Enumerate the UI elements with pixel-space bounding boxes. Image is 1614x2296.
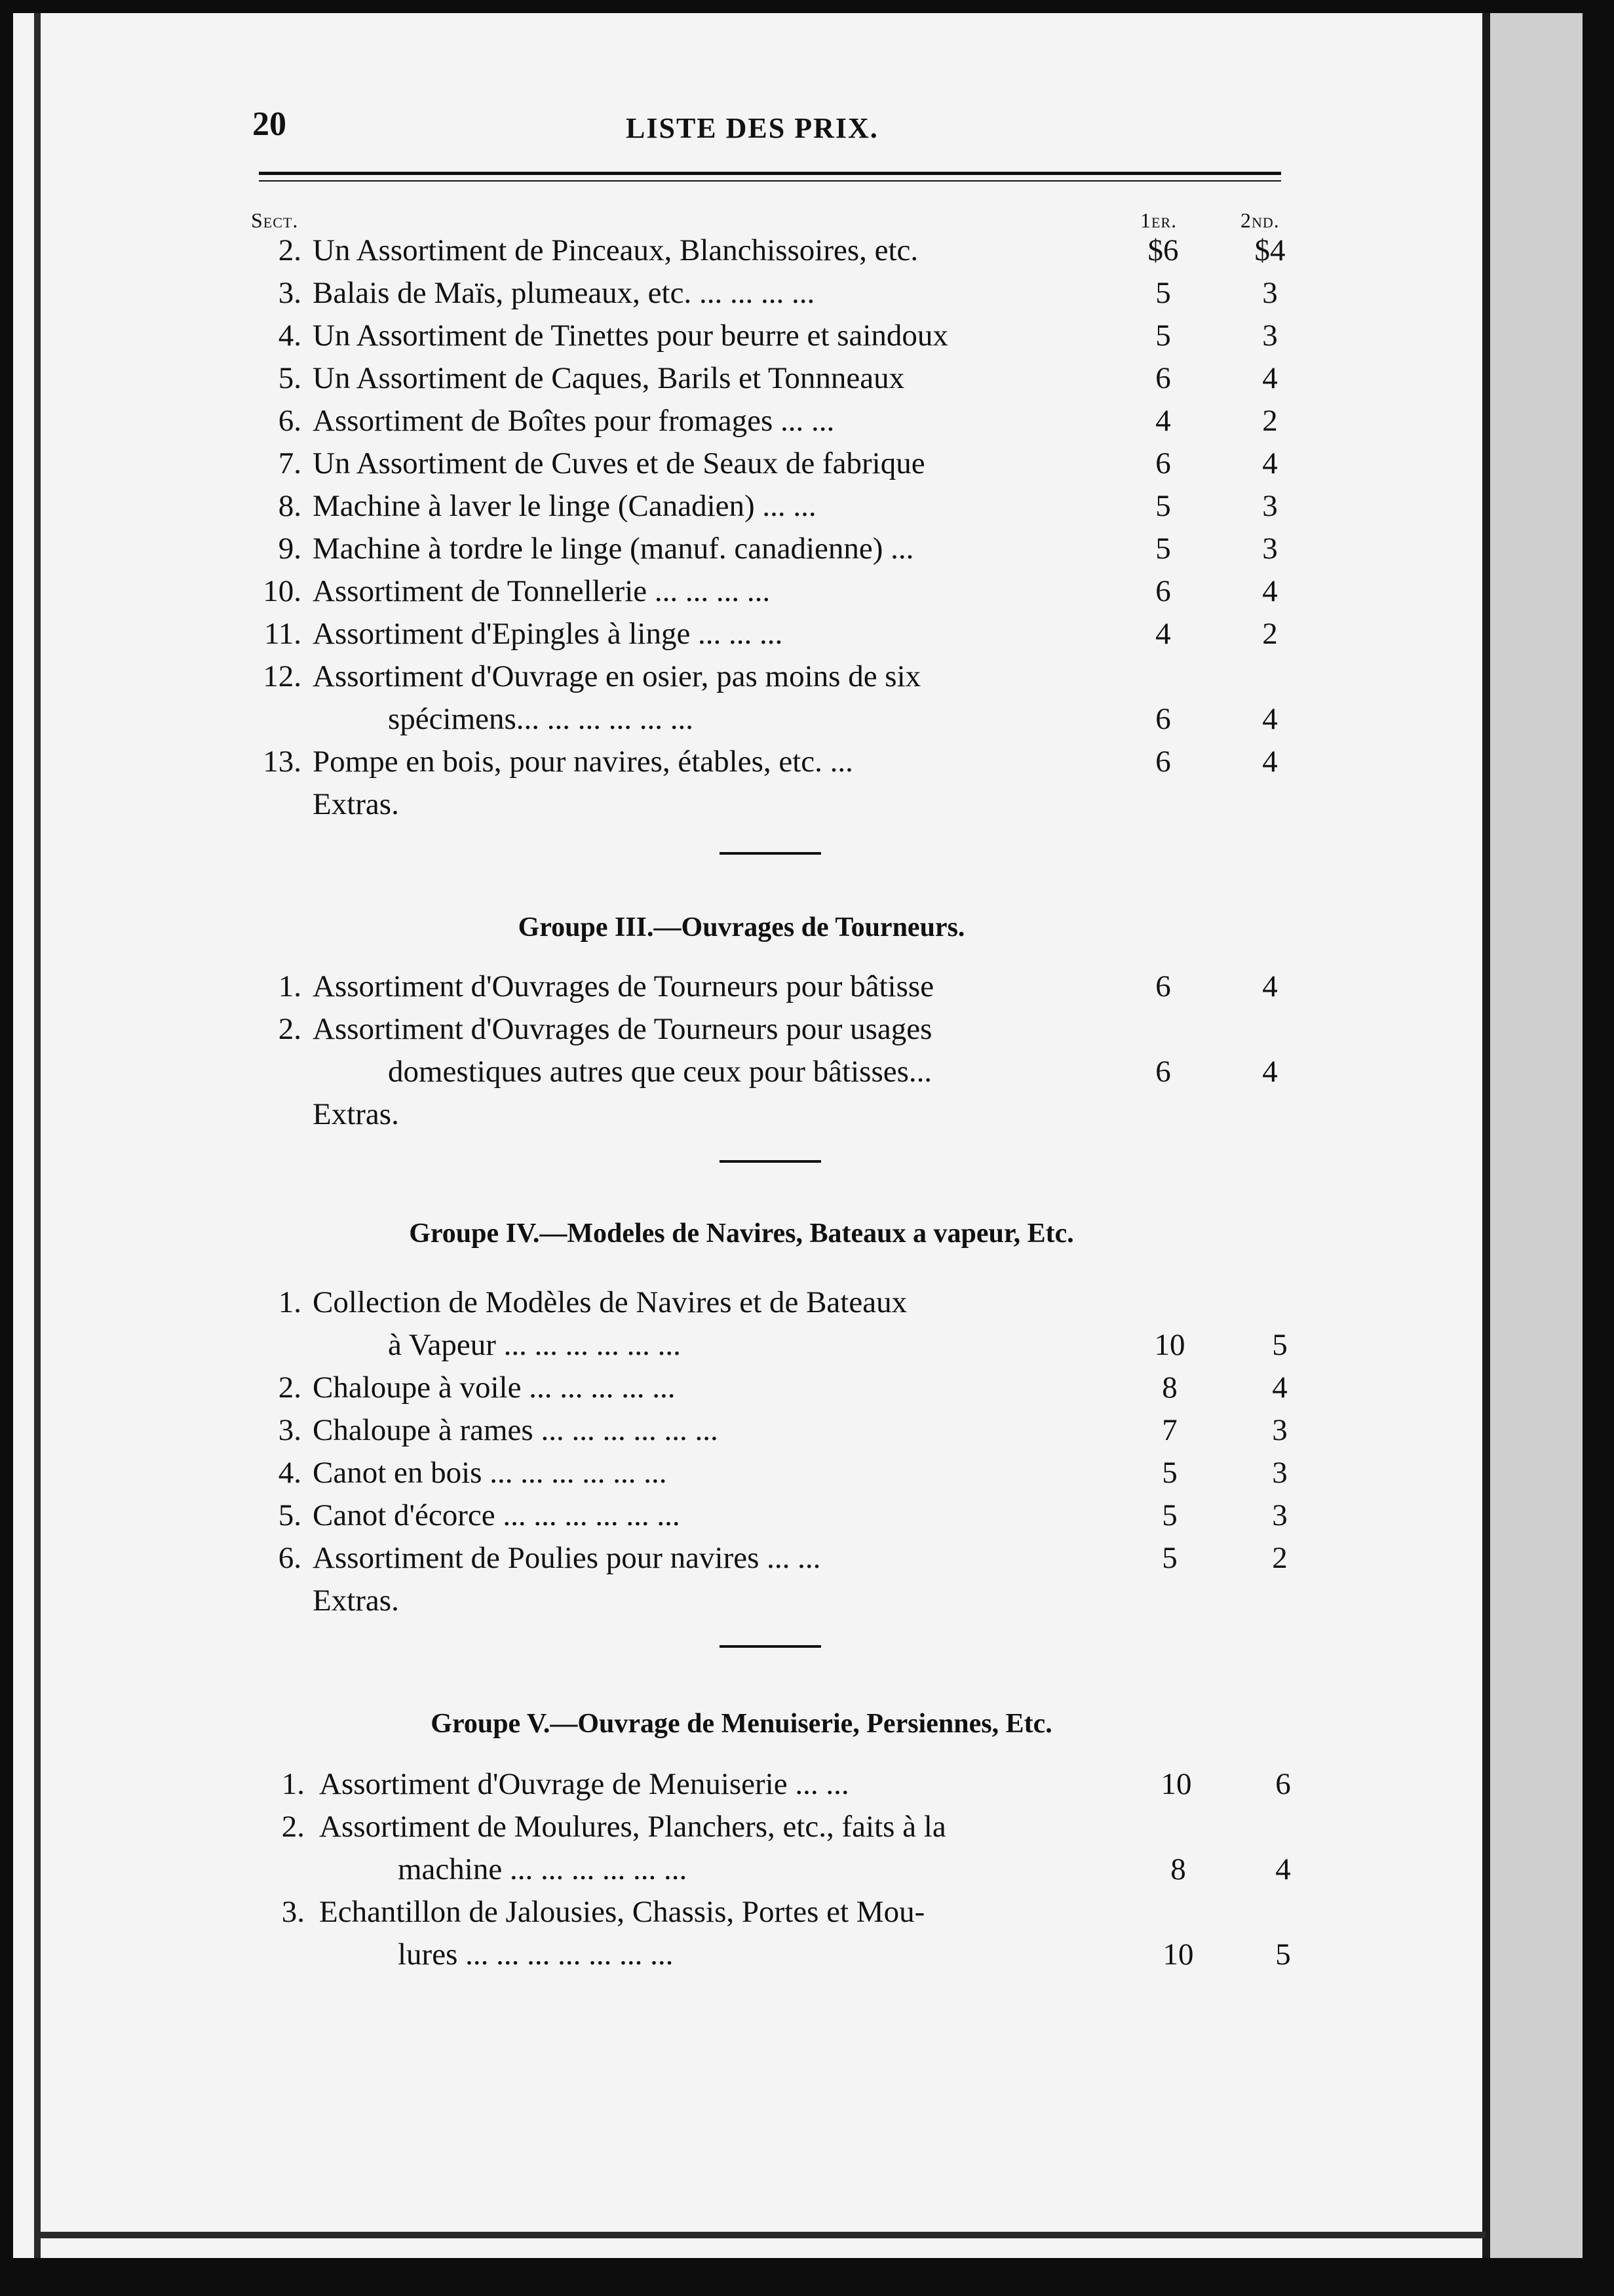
second-prize: 3 <box>1262 276 1278 310</box>
column-header-section: Sect. <box>251 208 299 232</box>
group-title: Groupe IV.—Modeles de Navires, Bateaux a vapeur, Etc. <box>409 1218 1074 1249</box>
item-label-continued: spécimens... ... ... ... ... ... <box>388 702 694 736</box>
item-label: Collection de Modèles de Navires et de Bateaux <box>313 1285 908 1319</box>
first-prize: 5 <box>1162 1456 1178 1490</box>
item-number: 2. <box>281 1810 305 1844</box>
first-prize: 6 <box>1155 361 1171 395</box>
first-prize: 5 <box>1155 276 1171 310</box>
first-prize: 5 <box>1155 532 1171 566</box>
group-title: Groupe V.—Ouvrage de Menuiserie, Persiennes, Etc. <box>431 1709 1052 1739</box>
item-label: Chaloupe à voile ... ... ... ... ... <box>313 1371 676 1405</box>
item-label: Machine à laver le linge (Canadien) ... ... <box>313 489 817 523</box>
item-label-continued: machine ... ... ... ... ... ... <box>398 1852 687 1886</box>
item-label: Canot d'écorce ... ... ... ... ... ... <box>313 1498 680 1532</box>
page-bottom-edge <box>34 2232 1486 2238</box>
second-prize: $4 <box>1254 233 1286 267</box>
item-number: 1. <box>278 1285 301 1319</box>
item-label: Un Assortiment de Caques, Barils et Tonnneaux <box>313 361 905 395</box>
item-label: Assortiment d'Ouvrage de Menuiserie ... ... <box>319 1767 849 1801</box>
header-rule-thick <box>259 172 1281 175</box>
section-divider <box>720 852 821 855</box>
first-prize: 5 <box>1162 1498 1178 1532</box>
item-number: 9. <box>278 532 301 566</box>
scan-border-right <box>1583 0 1614 2296</box>
item-label: Balais de Maïs, plumeaux, etc. ... ... ... ... <box>313 276 815 310</box>
extras-label: Extras. <box>313 787 399 821</box>
second-prize: 3 <box>1262 532 1278 566</box>
extras-label: Extras. <box>313 1097 399 1131</box>
group-title: Groupe III.—Ouvrages de Tourneurs. <box>518 912 965 943</box>
item-number: 1. <box>281 1767 305 1801</box>
item-label: Assortiment de Tonnellerie ... ... ... ... <box>313 574 771 608</box>
item-label: Assortiment d'Epingles à linge ... ... ... <box>313 617 783 651</box>
scan-border-bottom <box>0 2258 1614 2296</box>
page-gutter <box>1484 13 1583 2258</box>
second-prize: 2 <box>1262 404 1278 438</box>
item-label: Chaloupe à rames ... ... ... ... ... ... <box>313 1413 718 1447</box>
item-number: 7. <box>278 446 301 480</box>
first-prize: 4 <box>1155 404 1171 438</box>
second-prize: 4 <box>1262 1055 1278 1089</box>
item-number: 2. <box>278 1012 301 1046</box>
first-prize: 6 <box>1155 446 1171 480</box>
first-prize: 10 <box>1161 1767 1192 1801</box>
item-label: Assortiment de Poulies pour navires ... ... <box>313 1541 821 1575</box>
second-prize: 3 <box>1262 489 1278 523</box>
first-prize: 6 <box>1155 969 1171 1003</box>
item-label: Un Assortiment de Tinettes pour beurre et saindoux <box>313 319 948 353</box>
item-number: 2. <box>278 1371 301 1405</box>
second-prize: 2 <box>1272 1541 1288 1575</box>
item-label: Un Assortiment de Pinceaux, Blanchissoires, etc. <box>313 233 919 267</box>
first-prize: 7 <box>1162 1413 1178 1447</box>
column-header-second-prize: 2nd. <box>1240 208 1280 232</box>
item-number: 3. <box>278 276 301 310</box>
first-prize: 8 <box>1170 1852 1186 1886</box>
column-header-first-prize: 1er. <box>1140 208 1178 232</box>
item-number: 10. <box>263 574 301 608</box>
first-prize: 10 <box>1162 1937 1194 1972</box>
item-number: 4. <box>278 1456 301 1490</box>
first-prize: 5 <box>1155 489 1171 523</box>
second-prize: 3 <box>1272 1413 1288 1447</box>
section-divider <box>720 1160 821 1163</box>
second-prize: 4 <box>1272 1371 1288 1405</box>
page-left-edge <box>34 13 41 2258</box>
second-prize: 6 <box>1275 1767 1291 1801</box>
item-label: Machine à tordre le linge (manuf. canadienne) ... <box>313 532 914 566</box>
item-number: 8. <box>278 489 301 523</box>
item-number: 6. <box>278 404 301 438</box>
page-number: 20 <box>252 106 286 143</box>
item-label: Assortiment de Moulures, Planchers, etc., faits à la <box>319 1810 946 1844</box>
extras-label: Extras. <box>313 1584 399 1618</box>
item-label: Un Assortiment de Cuves et de Seaux de fabrique <box>313 446 925 480</box>
section-divider <box>720 1645 821 1648</box>
first-prize: 4 <box>1155 617 1171 651</box>
second-prize: 3 <box>1262 319 1278 353</box>
item-label: Assortiment d'Ouvrages de Tourneurs pour bâtisse <box>313 969 934 1003</box>
second-prize: 4 <box>1262 702 1278 736</box>
item-number: 1. <box>278 969 301 1003</box>
book-spine-shadow <box>1482 13 1490 2258</box>
first-prize: 6 <box>1155 574 1171 608</box>
item-number: 6. <box>278 1541 301 1575</box>
second-prize: 4 <box>1262 574 1278 608</box>
scan-border-left <box>0 0 13 2296</box>
second-prize: 3 <box>1272 1498 1288 1532</box>
item-label-continued: domestiques autres que ceux pour bâtisses... <box>388 1055 932 1089</box>
item-number: 4. <box>278 319 301 353</box>
first-prize: 6 <box>1155 702 1171 736</box>
item-number: 11. <box>263 617 301 651</box>
header-rule-thin <box>259 180 1281 182</box>
item-label: Echantillon de Jalousies, Chassis, Portes et Mou- <box>319 1895 925 1929</box>
second-prize: 5 <box>1272 1328 1288 1362</box>
item-label-continued: à Vapeur ... ... ... ... ... ... <box>388 1328 681 1362</box>
item-number: 2. <box>278 233 301 267</box>
item-number: 5. <box>278 1498 301 1532</box>
item-label-continued: lures ... ... ... ... ... ... ... <box>398 1937 674 1972</box>
first-prize: 10 <box>1154 1328 1185 1362</box>
first-prize: 6 <box>1155 1055 1171 1089</box>
page-title: LISTE DES PRIX. <box>626 112 879 144</box>
second-prize: 3 <box>1272 1456 1288 1490</box>
first-prize: 5 <box>1162 1541 1178 1575</box>
second-prize: 2 <box>1262 617 1278 651</box>
item-number: 3. <box>278 1413 301 1447</box>
scan-border-top <box>0 0 1614 13</box>
first-prize: 6 <box>1155 745 1171 779</box>
item-number: 3. <box>281 1895 305 1929</box>
item-label: Canot en bois ... ... ... ... ... ... <box>313 1456 667 1490</box>
item-label: Assortiment de Boîtes pour fromages ... ... <box>313 404 835 438</box>
first-prize: $6 <box>1147 233 1179 267</box>
second-prize: 4 <box>1262 969 1278 1003</box>
second-prize: 4 <box>1262 361 1278 395</box>
item-label: Assortiment d'Ouvrages de Tourneurs pour usages <box>313 1012 932 1046</box>
second-prize: 4 <box>1275 1852 1291 1886</box>
item-label: Pompe en bois, pour navires, étables, etc. ... <box>313 745 853 779</box>
first-prize: 8 <box>1162 1371 1178 1405</box>
item-number: 13. <box>263 745 301 779</box>
item-label: Assortiment d'Ouvrage en osier, pas moins de six <box>313 659 921 693</box>
second-prize: 5 <box>1275 1937 1291 1972</box>
item-number: 5. <box>278 361 301 395</box>
first-prize: 5 <box>1155 319 1171 353</box>
second-prize: 4 <box>1262 446 1278 480</box>
second-prize: 4 <box>1262 745 1278 779</box>
item-number: 12. <box>263 659 301 693</box>
